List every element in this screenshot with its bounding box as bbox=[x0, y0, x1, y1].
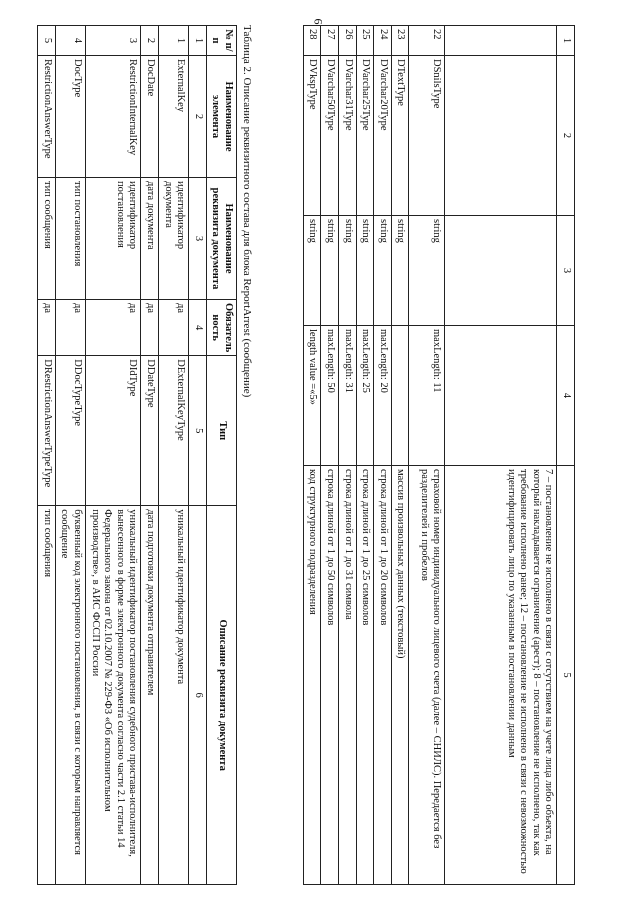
row-number: 5 bbox=[38, 26, 56, 56]
report-arrest-table bbox=[37, 25, 237, 885]
type-name: DTextType bbox=[391, 56, 409, 216]
base-type: string bbox=[391, 216, 409, 326]
table-row bbox=[356, 26, 374, 885]
description: страховой номер индивидуального лицевого счета (далее – СНИЛС). Передается без разделителей и пробелов bbox=[409, 466, 445, 885]
description: тип сообщения bbox=[38, 506, 56, 885]
base-type: string bbox=[356, 216, 374, 326]
number-cell: 1 bbox=[189, 26, 207, 56]
element-name: RestrictionInternalKey bbox=[86, 56, 141, 178]
table2-caption: Таблица 2. Описание реквизитного состава для блока ReportArrest (сообщение) bbox=[241, 25, 253, 398]
required: да bbox=[86, 300, 141, 356]
header-cell: Обязатель ность bbox=[206, 300, 236, 356]
description: 7 – постановление не исполнено в связи с отсутствием на учете лица либо объекта, на который накладывается ограничение (арест); 8 – постановление не исполнено, так как требование исполнено ранее; 12 – постановление не исполнено в связи с невозможностью идентифицировать лицо по указанным в постановлении данным bbox=[445, 466, 557, 885]
requisite-name: идентификатор документа bbox=[159, 178, 189, 300]
header-cell: 1 bbox=[557, 26, 575, 56]
header-cell: 3 bbox=[557, 216, 575, 326]
restriction: maxLength: 50 bbox=[321, 326, 339, 466]
element-type: DRestrictionAnswerTypeType bbox=[38, 356, 56, 506]
report-table-number-row bbox=[189, 26, 207, 885]
type-name: DVarchar20Type bbox=[374, 56, 392, 216]
type-name: DVkspType bbox=[303, 56, 321, 216]
row-number bbox=[445, 26, 557, 56]
table-row bbox=[409, 26, 445, 885]
number-cell: 3 bbox=[189, 178, 207, 300]
element-type: DDocTypeType bbox=[55, 356, 85, 506]
requisite-name: дата документа bbox=[141, 178, 159, 300]
requisite-name: тип сообщения bbox=[38, 178, 56, 300]
description: массив произвольных данных (текстовый) bbox=[391, 466, 409, 885]
description: строка длиной от 1 до 31 символа bbox=[339, 466, 357, 885]
required: да bbox=[55, 300, 85, 356]
element-type: DIdType bbox=[86, 356, 141, 506]
number-cell: 6 bbox=[189, 506, 207, 885]
description: уникальный идентификатор документа bbox=[159, 506, 189, 885]
row-number: 27 bbox=[321, 26, 339, 56]
restriction: maxLength: 31 bbox=[339, 326, 357, 466]
row-number: 3 bbox=[86, 26, 141, 56]
required: да bbox=[159, 300, 189, 356]
element-name: ExternalKey bbox=[159, 56, 189, 178]
header-cell: Наименование реквизита документа bbox=[206, 178, 236, 300]
table-row bbox=[339, 26, 357, 885]
type-name: DVarchar50Type bbox=[321, 56, 339, 216]
report-table-header-row bbox=[206, 26, 236, 885]
restriction: maxLength: 20 bbox=[374, 326, 392, 466]
rotated-page bbox=[0, 25, 575, 905]
number-cell: 2 bbox=[189, 56, 207, 178]
element-type: DExternalKeyType bbox=[159, 356, 189, 506]
number-cell: 5 bbox=[189, 356, 207, 506]
description: строка длиной от 1 до 20 символов bbox=[374, 466, 392, 885]
type-name: DVarchar25Type bbox=[356, 56, 374, 216]
element-type: DDateType bbox=[141, 356, 159, 506]
table-row bbox=[445, 26, 557, 885]
table-row bbox=[141, 26, 159, 885]
row-number: 4 bbox=[55, 26, 85, 56]
row-number: 1 bbox=[159, 26, 189, 56]
types-table-header-row bbox=[557, 26, 575, 885]
row-number: 2 bbox=[141, 26, 159, 56]
type-name: DVarchar31Type bbox=[339, 56, 357, 216]
row-number: 26 bbox=[339, 26, 357, 56]
base-type: string bbox=[339, 216, 357, 326]
table-row bbox=[321, 26, 339, 885]
table-row bbox=[303, 26, 321, 885]
header-cell: 4 bbox=[557, 326, 575, 466]
base-type: string bbox=[303, 216, 321, 326]
restriction: maxLength: 25 bbox=[356, 326, 374, 466]
row-number: 22 bbox=[409, 26, 445, 56]
description: буквенный код электронного постановления, в связи с которым направляется сообщение bbox=[55, 506, 85, 885]
base-type: string bbox=[321, 216, 339, 326]
header-cell: Тип bbox=[206, 356, 236, 506]
required: да bbox=[38, 300, 56, 356]
element-name: RestrictionAnswerType bbox=[38, 56, 56, 178]
header-cell: Наименование элемента bbox=[206, 56, 236, 178]
table-row bbox=[391, 26, 409, 885]
row-number: 24 bbox=[374, 26, 392, 56]
header-cell: 5 bbox=[557, 466, 575, 885]
description: код структурного подразделения bbox=[303, 466, 321, 885]
row-number: 23 bbox=[391, 26, 409, 56]
required: да bbox=[141, 300, 159, 356]
header-cell: № п/п bbox=[206, 26, 236, 56]
table-row bbox=[159, 26, 189, 885]
type-name bbox=[445, 56, 557, 216]
table-row bbox=[38, 26, 56, 885]
base-type: string bbox=[374, 216, 392, 326]
restriction: maxLength: 11 bbox=[409, 326, 445, 466]
types-table bbox=[303, 25, 575, 885]
element-name: DocType bbox=[55, 56, 85, 178]
type-name: DSnilsType bbox=[409, 56, 445, 216]
description: строка длиной от 1 до 50 символов bbox=[321, 466, 339, 885]
table-row bbox=[55, 26, 85, 885]
row-number: 28 bbox=[303, 26, 321, 56]
requisite-name: тип постановления bbox=[55, 178, 85, 300]
page-number: 6 bbox=[311, 18, 326, 25]
number-cell: 4 bbox=[189, 300, 207, 356]
table-row bbox=[374, 26, 392, 885]
description: дата подготовки документа отправителем bbox=[141, 506, 159, 885]
header-cell: 2 bbox=[557, 56, 575, 216]
restriction bbox=[391, 326, 409, 466]
restriction: length value =«5» bbox=[303, 326, 321, 466]
row-number: 25 bbox=[356, 26, 374, 56]
element-name: DocDate bbox=[141, 56, 159, 178]
restriction bbox=[445, 326, 557, 466]
description: строка длиной от 1 до 25 символов bbox=[356, 466, 374, 885]
header-cell: Описание реквизита документа bbox=[206, 506, 236, 885]
base-type: string bbox=[409, 216, 445, 326]
table-row bbox=[86, 26, 141, 885]
description: уникальный идентификатор постановления судебного пристава-исполнителя, вынесенного в форме электронного документа согласно части 2.1 статьи 14 Федерального закона от 02.10.2007 № 229-ФЗ «Об исполнительном производстве», в АИС ФССП России bbox=[86, 506, 141, 885]
requisite-name: идентификатор постановления bbox=[86, 178, 141, 300]
base-type bbox=[445, 216, 557, 326]
